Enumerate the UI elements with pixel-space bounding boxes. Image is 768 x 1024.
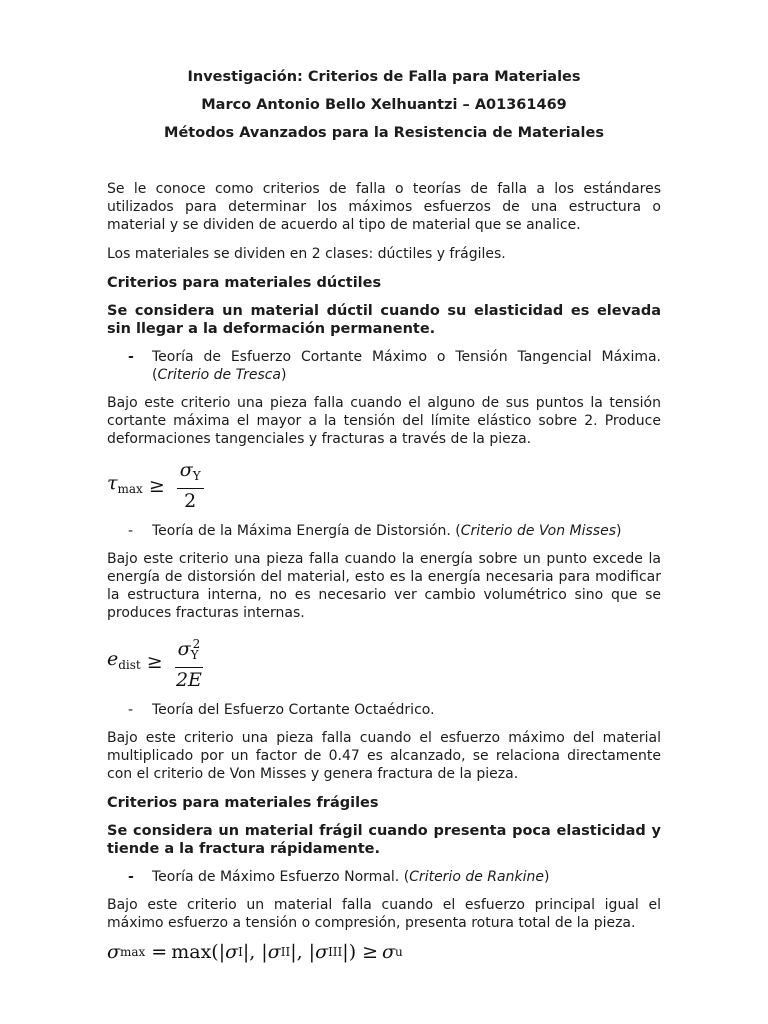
tresca-bullet <box>107 348 661 384</box>
octahedral-text: Teoría del Esfuerzo Cortante Octaédrico. <box>152 702 435 718</box>
formula-numerator: σ <box>179 459 193 481</box>
formula-numerator: σ <box>177 638 191 660</box>
bullet-marker: - <box>128 702 134 718</box>
bullet-marker: - <box>128 349 134 365</box>
ductile-definition: Se considera un material dúctil cuando su elasticidad es elevada sin llegar a la deformación permanente. <box>107 303 661 337</box>
formula-sub-1: I <box>238 945 243 959</box>
formula-numerator-sub: Y <box>190 648 199 662</box>
formula-subscript: max <box>119 945 146 959</box>
formula-sigma-1: σ <box>225 941 239 963</box>
von-misses-text: Teoría de la Máxima Energía de Distorsión. ( <box>152 523 461 539</box>
formula-rhs-sub: u <box>395 945 403 959</box>
formula-numerator-sup: 2 <box>192 637 201 651</box>
tresca-description: Bajo este criterio una pieza falla cuando el alguno de sus puntos la tensión cortante máxima el mayor a la tensión del límite elástico sobre 2. Produce deformaciones tangenciales y fracturas a través de la pieza. <box>107 395 661 447</box>
formula-operator: ≥ <box>148 474 165 497</box>
fragile-heading: Criterios para materiales frágiles <box>107 795 379 811</box>
bullet-marker: - <box>128 523 134 539</box>
rankine-text: Teoría de Máximo Esfuerzo Normal. ( <box>152 869 410 885</box>
von-misses-bullet <box>107 522 661 540</box>
bullet-marker: - <box>128 869 134 885</box>
formula-subscript: dist <box>118 658 141 672</box>
formula-function: max(| <box>171 941 226 963</box>
document-page <box>107 68 661 971</box>
formula-sigma-3: σ <box>315 941 329 963</box>
tresca-text: Teoría de Esfuerzo Cortante Máximo o Tensión Tangencial Máxima. ( <box>152 349 661 383</box>
formula-symbol: e <box>107 648 119 670</box>
formula-symbol: τ <box>107 471 118 494</box>
formula-equals: = <box>151 941 168 963</box>
formula-denominator: 2 <box>184 490 197 512</box>
formula-fraction <box>175 633 204 691</box>
von-misses-formula <box>107 633 661 691</box>
ductile-heading: Criterios para materiales dúctiles <box>107 275 382 291</box>
rankine-formula <box>107 943 661 961</box>
formula-rhs: σ <box>382 941 396 963</box>
octahedral-description: Bajo este criterio una pieza falla cuando el esfuerzo máximo del material multiplicado por un factor de 0.47 es alcanzado, se relaciona directamente con el criterio de Von Misses y genera fractura de la pieza. <box>107 730 661 782</box>
author-line: Marco Antonio Bello Xelhuantzi – A01361469 <box>201 97 567 113</box>
course-line: Métodos Avanzados para la Resistencia de Materiales <box>164 125 604 141</box>
formula-numerator-sub: Y <box>192 469 201 483</box>
rankine-bullet <box>107 868 661 886</box>
rankine-criterion: Criterio de Rankine <box>409 869 544 885</box>
tresca-close: ) <box>281 367 287 383</box>
classes-paragraph: Los materiales se dividen en 2 clases: dúctiles y frágiles. <box>107 246 506 262</box>
formula-operator: ≥ <box>146 651 163 673</box>
intro-paragraph: Se le conoce como criterios de falla o teorías de falla a los estándares utilizados para determinar los máximos esfuerzos de una estructura o material y se dividen de acuerdo al tipo de material que se analice. <box>107 181 661 233</box>
rankine-close: ) <box>543 869 550 885</box>
document-title: Investigación: Criterios de Falla para Materiales <box>187 69 581 85</box>
formula-separator: |, | <box>290 941 316 963</box>
formula-operator: ≥ <box>362 941 379 963</box>
octahedral-bullet <box>107 701 661 719</box>
von-misses-criterion: Criterio de Von Misses <box>460 523 617 539</box>
formula-sub-3: III <box>328 945 343 959</box>
formula-sub-2: II <box>280 945 291 959</box>
rankine-description: Bajo este criterio un material falla cuando el esfuerzo principal igual el máximo esfuerzo a tensión o compresión, presenta rotura total de la pieza. <box>107 897 661 931</box>
formula-symbol: σ <box>107 941 120 963</box>
fragile-definition: Se considera un material frágil cuando presenta poca elasticidad y tiende a la fractura rápidamente. <box>107 823 661 857</box>
tresca-criterion: Criterio de Tresca <box>157 367 282 383</box>
formula-sigma-2: σ <box>267 941 281 963</box>
formula-separator: |, | <box>242 941 268 963</box>
formula-close: |) <box>342 941 357 963</box>
formula-subscript: max <box>117 481 143 496</box>
von-misses-description: Bajo este criterio una pieza falla cuando la energía sobre un punto excede la energía de distorsión del material, esto es la energía necesaria para modificar la estructura interna, no es necesario ver cambio volumétrico sino que se produces fracturas internas. <box>107 551 661 621</box>
formula-fraction <box>177 459 204 512</box>
tresca-formula <box>107 459 661 512</box>
von-misses-close: ) <box>616 523 622 539</box>
formula-denominator: 2E <box>175 669 202 691</box>
